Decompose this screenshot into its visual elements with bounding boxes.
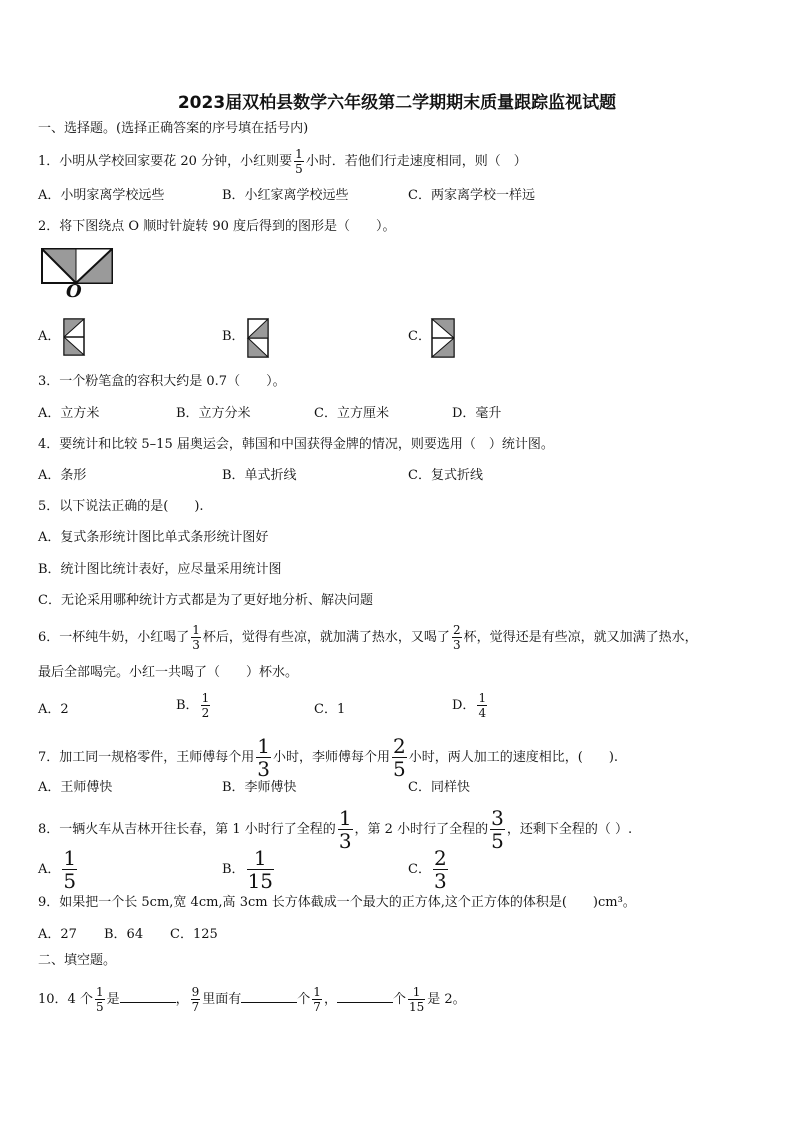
q8-option-b[interactable]	[222, 848, 276, 891]
q2-option-b-figure[interactable]	[246, 317, 270, 359]
q8-bf-den: 15	[247, 869, 274, 893]
q1-frac-num: 1	[295, 147, 303, 161]
q8-fraction-1	[338, 808, 353, 851]
q5-option-c[interactable]: C．无论采用哪种统计方式都是为了更好地分析、解决问题	[38, 593, 373, 608]
q8-f2-den: 5	[491, 829, 504, 853]
q6-option-d-label: D．	[452, 698, 476, 713]
q3-option-a[interactable]: A．立方米	[38, 406, 100, 421]
q8-cf-den: 3	[433, 869, 447, 893]
q10-f4-num: 1	[412, 985, 421, 999]
q8-text-post: ，还剩下全程的（ ）.	[506, 822, 633, 837]
question-7	[38, 736, 618, 779]
question-8	[38, 808, 632, 851]
q8-bf-num: 1	[253, 846, 267, 870]
question-5: 5．以下说法正确的是( ).	[38, 499, 204, 514]
q5-option-a[interactable]: A．复式条形统计图比单式条形统计图好	[38, 530, 269, 545]
q7-fraction-2	[392, 736, 407, 779]
q6-option-d[interactable]	[452, 692, 489, 719]
q10-blank-1[interactable]	[120, 988, 176, 1003]
q10-fraction-3	[312, 986, 322, 1013]
question-6	[38, 624, 698, 651]
q10-text-7: 个	[392, 992, 406, 1007]
q1-text-post: 小时．若他们行走速度相同，则（ ）	[305, 154, 527, 169]
q10-f2-num: 9	[191, 985, 200, 999]
q6-text-pre: 6．一杯纯牛奶，小红喝了	[38, 630, 190, 645]
q10-f4-den: 15	[408, 1000, 425, 1014]
q8-option-a[interactable]	[38, 848, 79, 891]
q3-option-b[interactable]: B．立方分米	[176, 406, 251, 421]
q7-text-post: 小时，两人加工的速度相比，( ).	[408, 750, 619, 765]
page-title: 2023届双柏县数学六年级第二学期期末质量跟踪监视试题	[177, 93, 617, 113]
q6-df-num: 1	[478, 691, 487, 705]
q6-option-b[interactable]	[176, 692, 212, 719]
q2-option-c-figure[interactable]	[430, 317, 456, 359]
q8-option-c[interactable]	[408, 848, 450, 891]
q4-option-c[interactable]: C．复式折线	[408, 468, 483, 483]
q9-option-a[interactable]: A．27	[38, 927, 77, 942]
q1-option-b[interactable]: B．小红家离学校远些	[222, 188, 349, 203]
q3-option-d[interactable]: D．毫升	[452, 406, 502, 421]
q6-fraction-2	[452, 624, 462, 651]
q2-option-b-label[interactable]: B．	[222, 329, 245, 344]
q10-text-4: 里面有	[202, 992, 242, 1007]
q9-option-c[interactable]: C．125	[170, 927, 218, 942]
q6-fraction-1	[191, 624, 201, 651]
question-4: 4．要统计和比较 5–15 届奥运会，韩国和中国获得金牌的情况，则要选用（ ）统计图。	[38, 437, 554, 452]
q10-f1-num: 1	[95, 985, 104, 999]
q6-f2-den: 3	[452, 638, 461, 652]
q10-f2-den: 7	[191, 1000, 200, 1014]
q6-option-c[interactable]: C．1	[314, 702, 346, 717]
q7-f1-den: 3	[257, 757, 271, 781]
point-o-label: O	[66, 281, 82, 302]
q10-f3-den: 7	[313, 1000, 321, 1014]
q8-option-c-label: C．	[408, 862, 431, 877]
section-fill-heading: 二、填空题。	[38, 953, 117, 968]
q8-cf-num: 2	[433, 846, 447, 870]
q8-af-den: 5	[63, 869, 77, 893]
q10-text-5: 个	[297, 992, 311, 1007]
q8-fraction-2	[490, 808, 505, 851]
q6-text-mid: 杯后，觉得有些凉，就加满了热水，又喝了	[202, 630, 450, 645]
q8-option-c-fraction	[433, 848, 448, 891]
q10-text-3: ，	[175, 992, 189, 1007]
q6-f2-num: 2	[452, 623, 461, 637]
q10-blank-3[interactable]	[337, 988, 393, 1003]
q7-option-c[interactable]: C．同样快	[408, 780, 470, 795]
q7-option-b[interactable]: B．李师傅快	[222, 780, 297, 795]
q6-option-a[interactable]: A．2	[38, 702, 69, 717]
q7-f2-num: 2	[393, 734, 406, 758]
q10-text-2: 是	[106, 992, 120, 1007]
q8-f1-num: 1	[338, 806, 352, 830]
q6-f1-den: 3	[192, 638, 200, 652]
q6-option-b-fraction	[201, 692, 211, 719]
q1-option-c[interactable]: C．两家离学校一样远	[408, 188, 535, 203]
q7-text-pre: 7．加工同一规格零件，王师傅每个用	[38, 750, 255, 765]
question-6-line-2: 最后全部喝完。小红一共喝了（ ）杯水。	[38, 665, 299, 680]
q6-bf-den: 2	[201, 706, 210, 720]
q10-f3-num: 1	[313, 985, 321, 999]
q10-fraction-1	[95, 986, 105, 1013]
q2-option-a-label[interactable]: A．	[38, 329, 61, 344]
q6-bf-num: 1	[201, 691, 210, 705]
q8-f2-num: 3	[491, 806, 504, 830]
q5-option-b[interactable]: B．统计图比统计表好，应尽量采用统计图	[38, 562, 282, 577]
q10-text-6: ，	[323, 992, 337, 1007]
q1-frac-den: 5	[295, 162, 303, 176]
q9-option-b[interactable]: B．64	[104, 927, 144, 942]
q8-text-pre: 8．一辆火车从吉林开往长春，第 1 小时行了全程的	[38, 822, 336, 837]
q3-option-c[interactable]: C．立方厘米	[314, 406, 389, 421]
q6-option-d-fraction	[477, 692, 487, 719]
q8-af-num: 1	[63, 846, 77, 870]
q7-text-mid: 小时，李师傅每个用	[273, 750, 391, 765]
q10-text-1: 10．4 个	[38, 992, 93, 1007]
q6-df-den: 4	[478, 706, 487, 720]
q7-option-a[interactable]: A．王师傅快	[38, 780, 113, 795]
q8-option-b-fraction	[247, 848, 274, 891]
q7-f2-den: 5	[393, 757, 406, 781]
q8-option-a-label: A．	[38, 862, 61, 877]
q6-text-post: 杯，觉得还是有些凉，就又加满了热水，	[463, 630, 698, 645]
q1-fraction	[294, 148, 304, 175]
question-10	[38, 986, 466, 1013]
q2-option-c-label[interactable]: C．	[408, 329, 431, 344]
q10-fraction-2	[191, 986, 201, 1013]
section-choice-heading: 一、选择题。(选择正确答案的序号填在括号内)	[38, 121, 309, 136]
q8-f1-den: 3	[338, 829, 352, 853]
q7-fraction-1	[256, 736, 271, 779]
q8-text-mid: ，第 2 小时行了全程的	[354, 822, 489, 837]
q4-option-a[interactable]: A．条形	[38, 468, 87, 483]
q1-text-pre: 1．小明从学校回家要花 20 分钟，小红则要	[38, 154, 293, 169]
question-3: 3．一个粉笔盒的容积大约是 0.7（ ）。	[38, 374, 286, 389]
q2-option-a-figure[interactable]	[62, 317, 86, 357]
question-1	[38, 148, 527, 175]
q6-option-b-label: B．	[176, 698, 199, 713]
q4-option-b[interactable]: B．单式折线	[222, 468, 297, 483]
q8-option-b-label: B．	[222, 862, 245, 877]
q10-f1-den: 5	[95, 1000, 104, 1014]
q10-text-8: 是 2。	[427, 992, 466, 1007]
q10-fraction-4	[408, 986, 425, 1013]
question-9: 9．如果把一个长 5cm,宽 4cm,高 3cm 长方体截成一个最大的正方体,这个正方体的体积是( )cm³。	[38, 895, 636, 910]
q10-blank-2[interactable]	[241, 988, 297, 1003]
q7-f1-num: 1	[257, 734, 271, 758]
question-2: 2．将下图绕点 O 顺时针旋转 90 度后得到的图形是（ ）。	[38, 219, 396, 234]
q8-option-a-fraction	[62, 848, 77, 891]
q6-f1-num: 1	[192, 623, 200, 637]
q1-option-a[interactable]: A．小明家离学校远些	[38, 188, 165, 203]
